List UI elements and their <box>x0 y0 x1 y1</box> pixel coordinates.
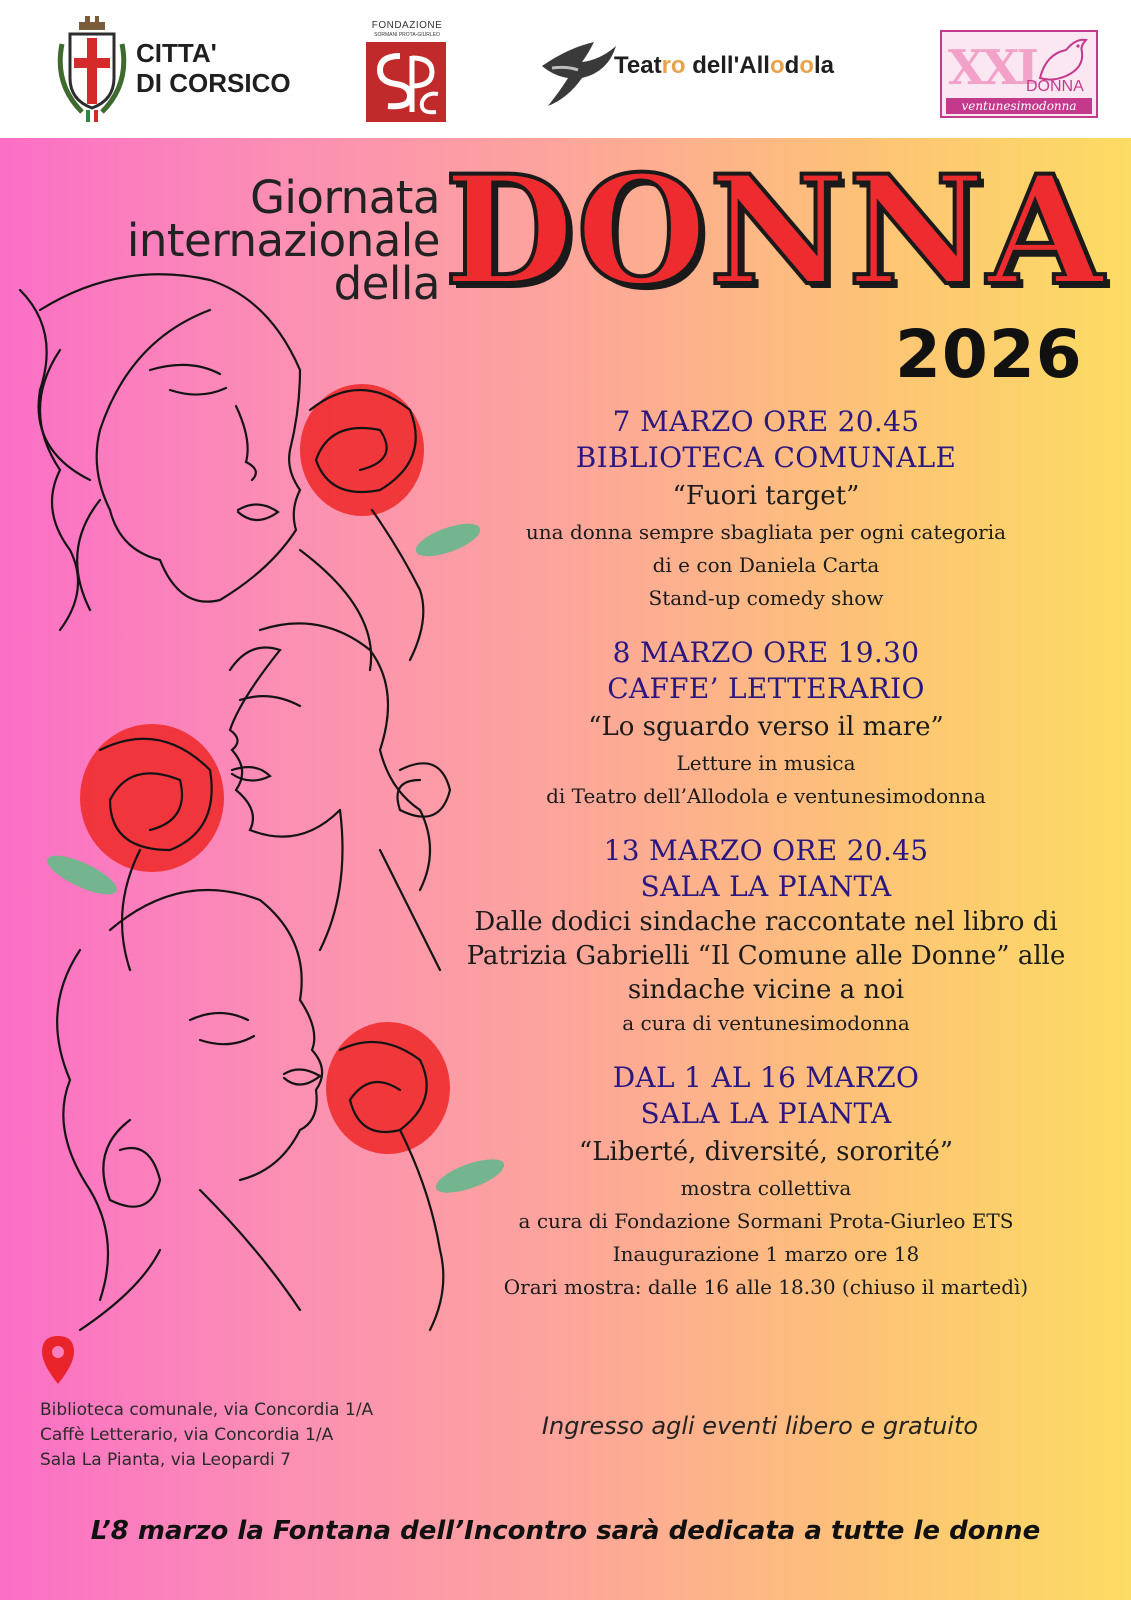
event-detail: una donna sempre sbagliata per ogni categoria <box>525 520 1007 544</box>
event-4 <box>440 1060 1092 1304</box>
event-date: DAL 1 AL 16 MARZO <box>612 1061 920 1094</box>
title-intro <box>20 171 440 310</box>
event-title-line: Patrizia Gabrielli “Il Comune alle Donne” alle <box>466 941 1066 971</box>
event-detail: Stand-up comedy show <box>648 586 884 610</box>
fondazione-label: FONDAZIONE <box>371 20 443 31</box>
fountain-dedication: L’8 marzo la Fontana dell’Incontro sarà dedicata a tutte le donne <box>90 1516 1041 1546</box>
events-list <box>440 404 1092 1324</box>
event-date: 7 MARZO ORE 20.45 <box>612 405 920 438</box>
event-title: “Lo sguardo verso il mare” <box>588 712 944 742</box>
teatro-text-7: la <box>813 52 834 79</box>
event-1 <box>440 404 1092 615</box>
event-date: 8 MARZO ORE 19.30 <box>612 636 920 669</box>
event-detail: di e con Daniela Carta <box>652 553 880 577</box>
location-pin-icon <box>38 1334 78 1386</box>
event-date: 13 MARZO ORE 20.45 <box>603 834 929 867</box>
event-venue: BIBLIOTECA COMUNALE <box>575 441 957 474</box>
teatro-text-1: Teat <box>614 52 662 79</box>
address-line: Caffè Letterario, via Concordia 1/A <box>40 1425 334 1445</box>
event-title-line: sindache vicine a noi <box>627 975 905 1005</box>
spg-monogram-icon <box>366 42 446 122</box>
event-venue: CAFFE’ LETTERARIO <box>607 672 925 705</box>
event-venue: SALA LA PIANTA <box>640 1097 892 1130</box>
event-detail: Letture in musica <box>676 751 856 775</box>
event-detail: Inaugurazione 1 marzo ore 18 <box>612 1242 920 1266</box>
venue-addresses <box>40 1398 373 1473</box>
title-donna: DONNA <box>444 143 1106 319</box>
teatro-text-2: ro <box>661 52 686 79</box>
event-venue: SALA LA PIANTA <box>640 870 892 903</box>
free-entry-note: Ingresso agli eventi libero e gratuito <box>541 1412 979 1440</box>
corsico-line2: DI CORSICO <box>136 68 291 98</box>
teatro-text-4: o <box>769 52 785 79</box>
teatro-text-6: o <box>799 52 814 79</box>
logo-teatro-allodola <box>538 36 868 112</box>
event-detail: a cura di ventunesimodonna <box>622 1011 910 1035</box>
logo-ventunesimodonna <box>940 30 1098 118</box>
event-3 <box>440 833 1092 1040</box>
red-flower-blob-3 <box>326 1022 450 1154</box>
teatro-text-3: dell'All <box>685 52 770 79</box>
xxi-tag: ventunesimodonna <box>946 98 1092 114</box>
corsico-name <box>136 38 291 98</box>
event-title: “Liberté, diversité, sororité” <box>578 1137 954 1167</box>
event-detail: di Teatro dell’Allodola e ventunesimodonna <box>546 784 986 808</box>
red-flower-blob-2 <box>80 724 224 872</box>
teatro-text-5: d <box>784 52 800 79</box>
title-line-2: internazionale <box>126 214 440 267</box>
event-detail: Orari mostra: dalle 16 alle 18.30 (chiuso il martedì) <box>503 1275 1029 1299</box>
event-2 <box>440 635 1092 813</box>
event-title: “Fuori target” <box>672 481 860 511</box>
address-line: Biblioteca comunale, via Concordia 1/A <box>40 1400 374 1420</box>
event-title-line: Dalle dodici sindache raccontate nel libro di <box>474 907 1058 937</box>
bird-icon <box>1036 34 1092 84</box>
title-line-1: Giornata <box>250 171 440 224</box>
swallow-icon <box>538 36 618 108</box>
teatro-name <box>614 52 834 80</box>
title-line-3: della <box>333 257 440 310</box>
corsico-line1: CITTA' <box>136 38 217 68</box>
title-year: 2026 <box>895 316 1083 393</box>
event-detail: a cura di Fondazione Sormani Prota-Giurleo ETS <box>518 1209 1014 1233</box>
xxi-mark: XXI <box>948 40 1036 96</box>
city-crest-icon <box>52 14 132 124</box>
event-detail: mostra collettiva <box>680 1176 852 1200</box>
logo-bar <box>0 0 1131 138</box>
address-line: Sala La Pianta, via Leopardi 7 <box>40 1450 291 1470</box>
logo-fondazione-sormani <box>362 20 452 128</box>
logo-citta-di-corsico <box>52 14 302 124</box>
fondazione-sublabel: SORMANI PROTA-GIURLEO <box>374 32 440 38</box>
xxi-word: DONNA <box>1026 78 1084 95</box>
